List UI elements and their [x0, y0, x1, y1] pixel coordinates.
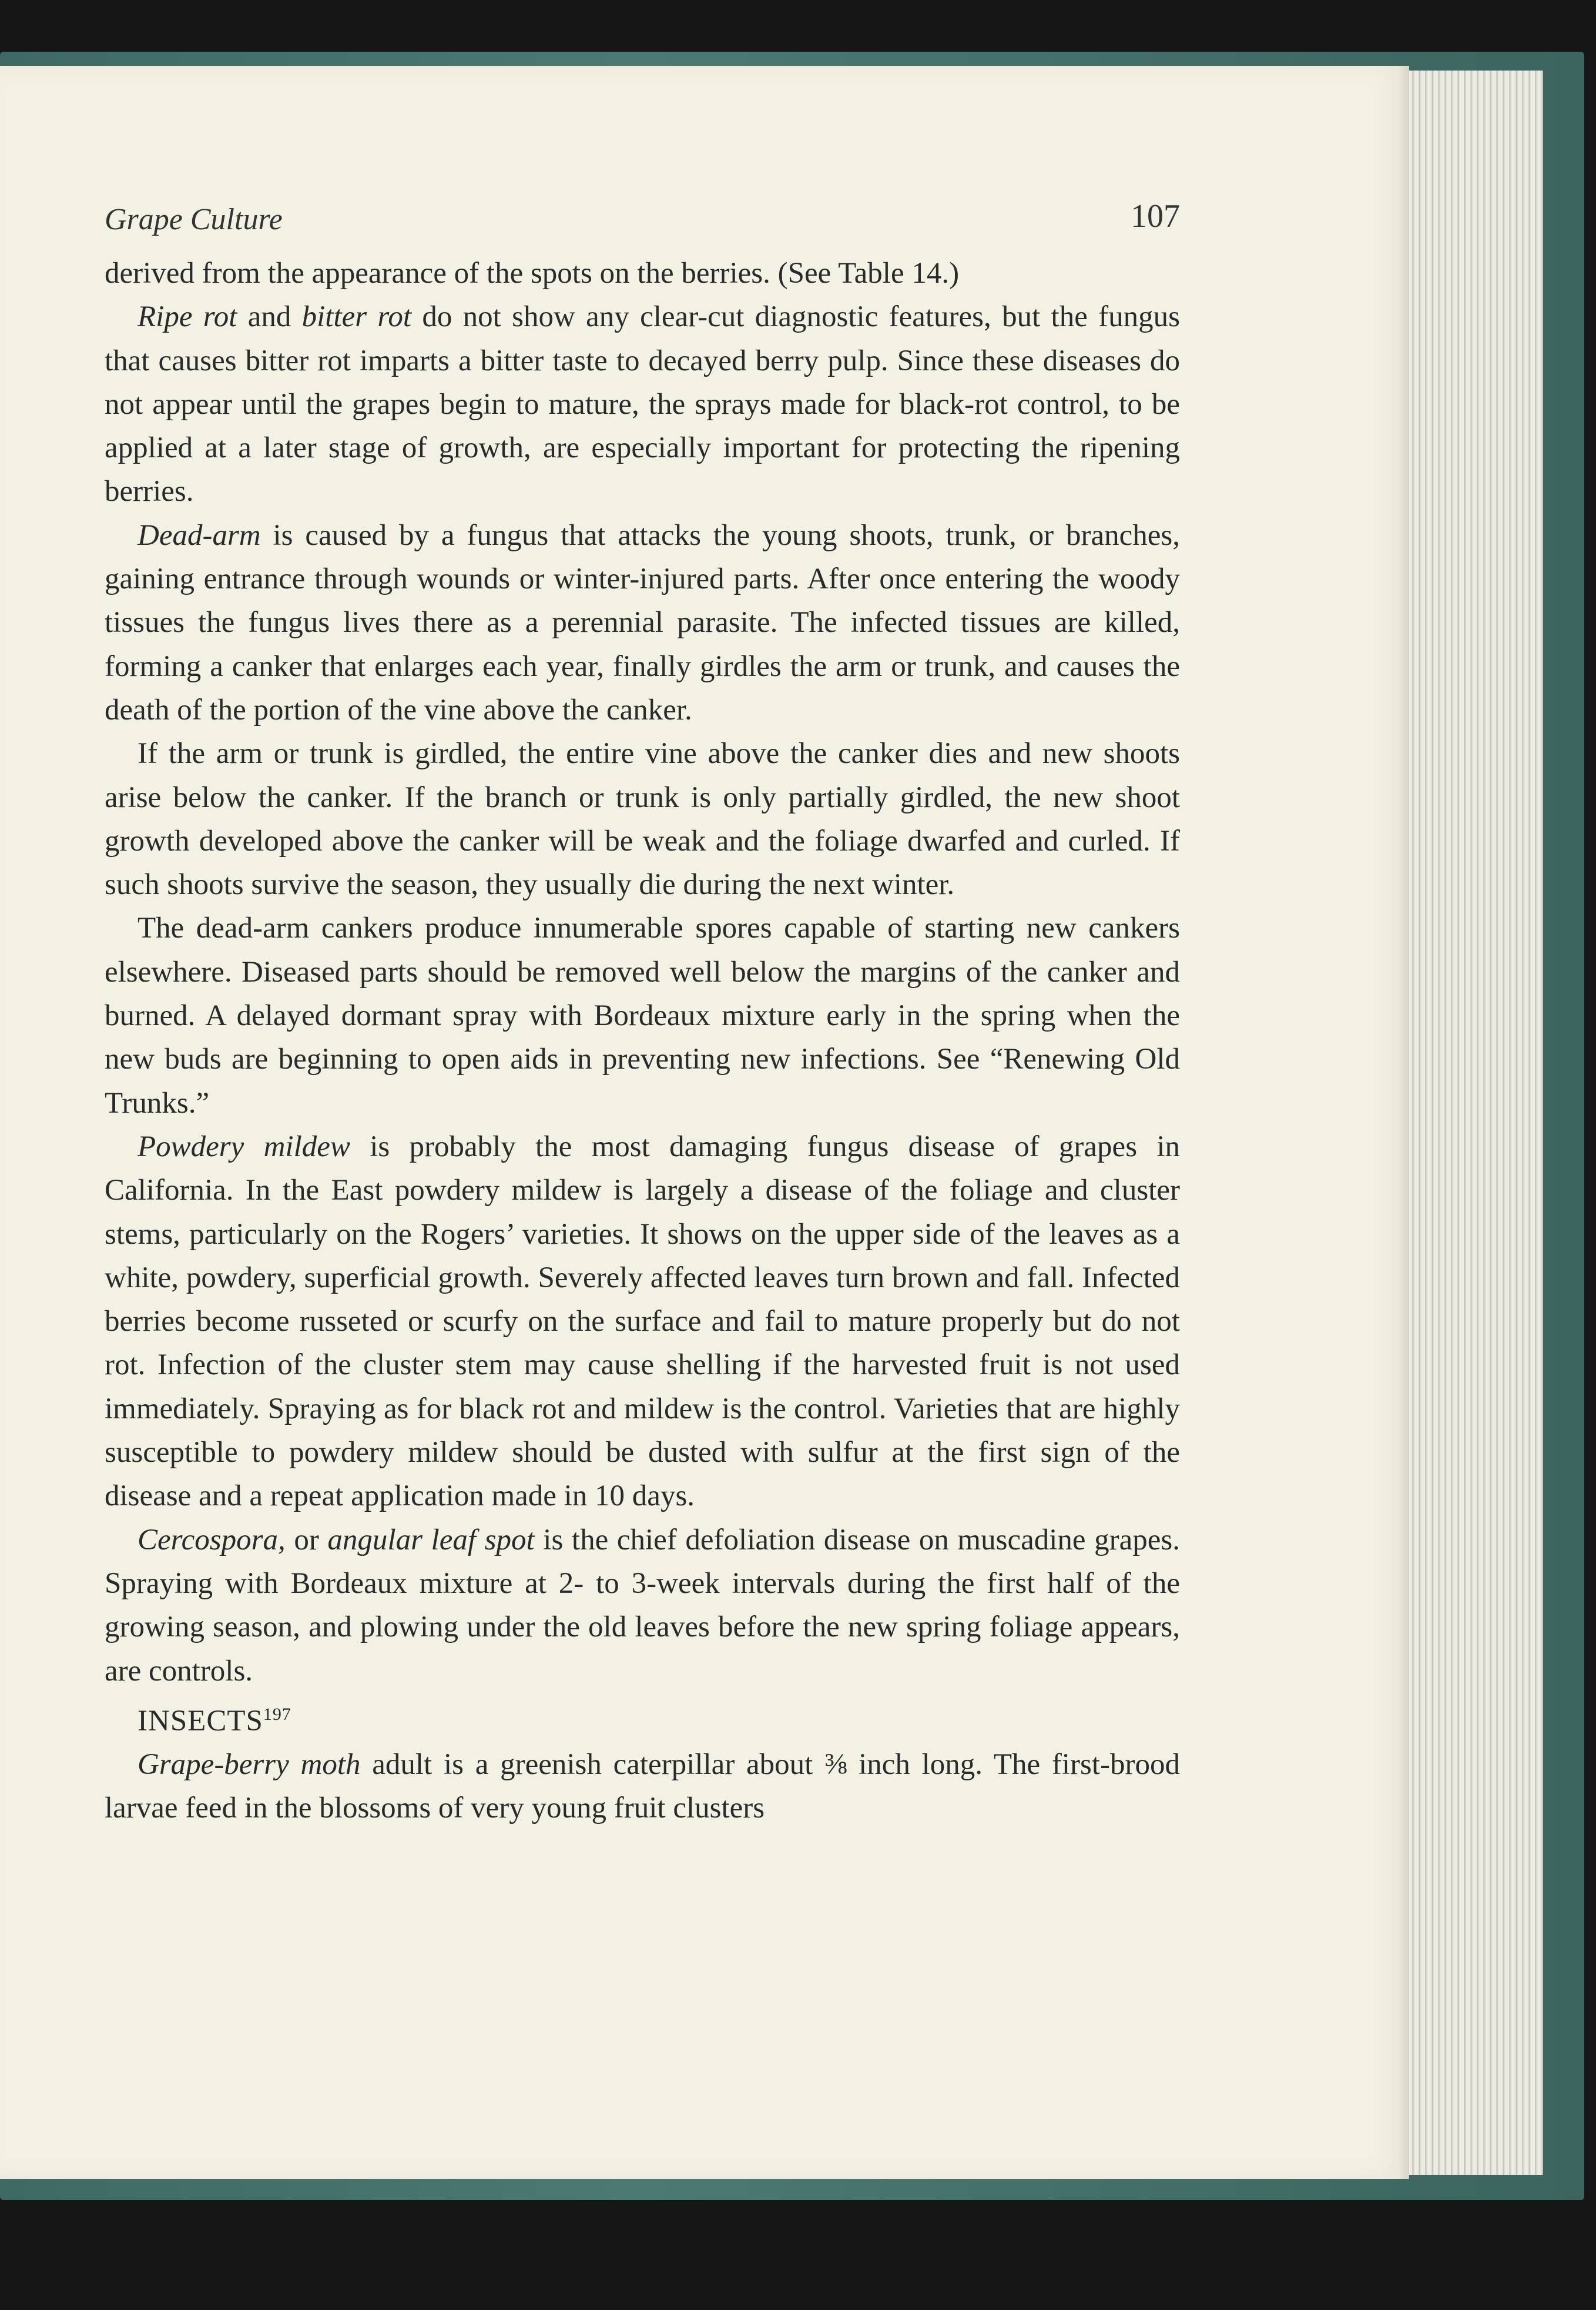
- term-powdery-mildew: Powdery mildew: [138, 1130, 350, 1163]
- paragraph-powdery-mildew: Powdery mildew is probably the most damaging fungus disease of grapes in California. In the East powdery mildew is largely a disease of the foliage and cluster stems, particularly on the Rogers’ varieties. It shows on the upper side of the leaves as a white, powdery, superficial growth. Severely affected leaves turn brown and fall. Infected berries become russeted or scurfy on the surface and fail to mature properly but do not rot. Infection of the cluster stem may cause shelling if the harvested fruit is not used immediately. Spraying as for black rot and mildew is the control. Varieties that are highly susceptible to powdery mildew should be dusted with sulfur at the first sign of the disease and a repeat application made in 10 days.: [105, 1130, 1180, 1513]
- term-angular-leaf-spot: angular leaf spot: [327, 1523, 535, 1556]
- paragraph-cercospora: Cercospora, or angular leaf spot is the chief defoliation disease on muscadine grapes. Spraying with Bordeaux mixture at 2- to 3-week intervals during the first half of the growing season, and plowing under the old leaves before the new spring foliage appears, are controls.: [105, 1523, 1181, 1688]
- body-text: [105, 252, 1180, 1830]
- page-edges: [1409, 71, 1543, 2175]
- term-bitter-rot: bitter rot: [301, 300, 412, 334]
- footnote-marker: 197: [263, 1704, 291, 1724]
- paragraph-ripe-rot: Ripe rot and bitter rot do not show any clear-cut diagnostic features, but the fungus that causes bitter rot imparts a bitter taste to decayed berry pulp. Since these diseases do not appear until the grapes begin to mature, the sprays made for black-rot control, to be applied at a later stage of growth, are especially important for protecting the ripening berries.: [105, 300, 1180, 508]
- paragraph-girdled: If the arm or trunk is girdled, the entire vine above the canker dies and new shoots arise below the canker. If the branch or trunk is only partially girdled, the new shoot growth developed above the canker will be weak and the foliage dwarfed and curled. If such shoots survive the season, they usually die during the next winter.: [105, 737, 1180, 902]
- page-number: 107: [1131, 198, 1180, 235]
- term-dead-arm: Dead-arm: [138, 518, 261, 552]
- paragraph-cankers: The dead-arm cankers produce innumerable spores capable of starting new cankers elsewhere. Diseased parts should be removed well below the margins of the canker and burned. A delayed dormant spray with Bordeaux mixture early in the spring when the new buds are beginning to open aids in preventing new infections. See “Renewing Old Trunks.”: [105, 912, 1180, 1120]
- term-ripe-rot: Ripe rot: [138, 300, 237, 334]
- term-grape-berry-moth: Grape-berry moth: [138, 1748, 361, 1782]
- term-cercospora: Cercospora,: [138, 1523, 286, 1556]
- page-header: [105, 197, 1180, 245]
- paragraph-grape-berry-moth: Grape-berry moth adult is a greenish caterpillar about ⅜ inch long. The first-brood larvae feed in the blossoms of very young fruit clusters: [105, 1748, 1181, 1825]
- running-head: Grape Culture: [105, 203, 283, 236]
- section-heading-insects: INSECTS$^{197}$: [138, 1704, 291, 1737]
- paragraph-1: derived from the appearance of the spots on the berries. (See Table 14.): [105, 257, 960, 290]
- paragraph-dead-arm: Dead-arm is caused by a fungus that attacks the young shoots, trunk, or branches, gaining entrance through wounds or winter-injured parts. After once entering the woody tissues the fungus lives there as a perennial parasite. The infected tissues are killed, forming a canker that enlarges each year, finally girdles the arm or trunk, and causes the death of the portion of the vine above the canker.: [105, 518, 1180, 727]
